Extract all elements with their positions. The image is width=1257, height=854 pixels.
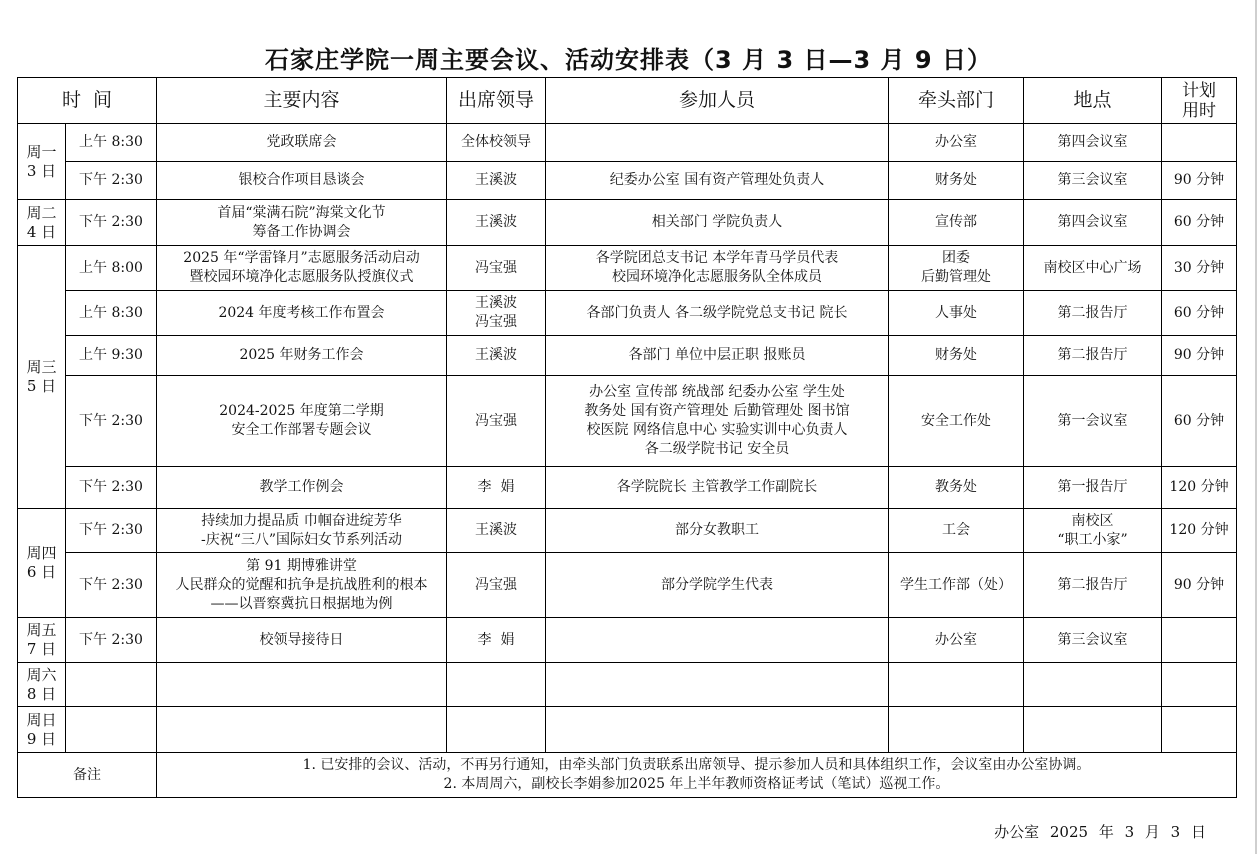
leader-cell: 王溪波: [447, 336, 546, 376]
notes-cell: [157, 753, 1237, 798]
dept-cell: 学生工作部（处）: [889, 553, 1024, 618]
place-cell: 第二报告厅: [1024, 336, 1162, 376]
table-row: [18, 663, 1237, 707]
day-monday: 周一 3 日: [18, 124, 66, 200]
page-title: 石家庄学院一周主要会议、活动安排表（3 月 3 日—3 月 9 日）: [265, 46, 992, 74]
content-cell: 2025 年“学雷锋月”志愿服务活动启动 暨校园环境净化志愿服务队授旗仪式: [157, 246, 447, 291]
content-cell: 首届“棠满石院”海棠文化节 筹备工作协调会: [157, 200, 447, 246]
participants-cell: 各部门 单位中层正职 报账员: [546, 336, 889, 376]
participants-cell: [546, 707, 889, 753]
table-row: [18, 618, 1237, 663]
duration-cell: [1162, 124, 1237, 162]
schedule-table: [17, 77, 1237, 798]
content-cell: 校领导接待日: [157, 618, 447, 663]
participants-cell: 各部门负责人 各二级学院党总支书记 院长: [546, 291, 889, 336]
table-row: [18, 200, 1237, 246]
dept-cell: 财务处: [889, 162, 1024, 200]
header-content: 主要内容: [157, 78, 447, 124]
participants-cell: 办公室 宣传部 统战部 纪委办公室 学生处 教务处 国有资产管理处 后勤管理处 图书馆 校医院 网络信息中心 实验实训中心负责人 各二级学院书记 安全员: [546, 376, 889, 467]
dept-cell: 宣传部: [889, 200, 1024, 246]
place-cell: 第一会议室: [1024, 376, 1162, 467]
dept-cell: [889, 663, 1024, 707]
duration-cell: 120 分钟: [1162, 467, 1237, 509]
leader-cell: 冯宝强: [447, 553, 546, 618]
place-cell: [1024, 707, 1162, 753]
leader-cell: 李 娟: [447, 467, 546, 509]
leader-cell: 冯宝强: [447, 376, 546, 467]
content-cell: 2024 年度考核工作布置会: [157, 291, 447, 336]
header-dept: 牵头部门: [889, 78, 1024, 124]
day-saturday: 周六 8 日: [18, 663, 66, 707]
table-row: [18, 162, 1237, 200]
participants-cell: 各学院团总支书记 本学年青马学员代表 校园环境净化志愿服务队全体成员: [546, 246, 889, 291]
time-cell: 下午 2:30: [66, 162, 157, 200]
time-cell: 上午 8:30: [66, 124, 157, 162]
place-cell: 南校区中心广场: [1024, 246, 1162, 291]
duration-cell: [1162, 618, 1237, 663]
time-cell: [66, 663, 157, 707]
table-row: [18, 467, 1237, 509]
content-cell: 第 91 期博雅讲堂 人民群众的觉醒和抗争是抗战胜利的根本 ——以晋察冀抗日根据地为例: [157, 553, 447, 618]
day-tuesday: 周二 4 日: [18, 200, 66, 246]
duration-cell: [1162, 707, 1237, 753]
time-cell: 下午 2:30: [66, 467, 157, 509]
footer-date: 2025 年 3 月 3 日: [1049, 823, 1206, 841]
content-cell: 银校合作项目恳谈会: [157, 162, 447, 200]
time-cell: 上午 9:30: [66, 336, 157, 376]
place-cell: [1024, 663, 1162, 707]
duration-cell: [1162, 663, 1237, 707]
participants-cell: 部分学院学生代表: [546, 553, 889, 618]
participants-cell: 各学院院长 主管教学工作副院长: [546, 467, 889, 509]
participants-cell: [546, 663, 889, 707]
time-cell: 上午 8:30: [66, 291, 157, 336]
table-row: [18, 509, 1237, 553]
notes-label: 备注: [18, 753, 157, 798]
dept-cell: 安全工作处: [889, 376, 1024, 467]
time-cell: 下午 2:30: [66, 376, 157, 467]
dept-cell: 团委 后勤管理处: [889, 246, 1024, 291]
table-row: [18, 291, 1237, 336]
header-duration: 计划 用时: [1162, 78, 1237, 124]
time-cell: 下午 2:30: [66, 509, 157, 553]
content-cell: [157, 663, 447, 707]
place-cell: 南校区 “职工小家”: [1024, 509, 1162, 553]
place-cell: 第三会议室: [1024, 162, 1162, 200]
leader-cell: 王溪波: [447, 162, 546, 200]
day-sunday: 周日 9 日: [18, 707, 66, 753]
leader-cell: 王溪波: [447, 509, 546, 553]
place-cell: 第二报告厅: [1024, 291, 1162, 336]
content-cell: 2025 年财务工作会: [157, 336, 447, 376]
note-item: 1. 已安排的会议、活动，不再另行通知，由牵头部门负责联系出席领导、提示参加人员和具体组织工作，会议室由办公室协调。: [302, 757, 1091, 773]
table-row: [18, 124, 1237, 162]
table-row: [18, 336, 1237, 376]
content-cell: 党政联席会: [157, 124, 447, 162]
header-place: 地点: [1024, 78, 1162, 124]
table-row: [18, 246, 1237, 291]
leader-cell: [447, 707, 546, 753]
time-cell: 下午 2:30: [66, 200, 157, 246]
duration-cell: 90 分钟: [1162, 336, 1237, 376]
participants-cell: 部分女教职工: [546, 509, 889, 553]
place-cell: 第二报告厅: [1024, 553, 1162, 618]
header-time: 时 间: [18, 78, 157, 124]
dept-cell: [889, 707, 1024, 753]
duration-cell: 60 分钟: [1162, 291, 1237, 336]
leader-cell: [447, 663, 546, 707]
header-row: [18, 78, 1237, 124]
content-cell: [157, 707, 447, 753]
dept-cell: 办公室: [889, 124, 1024, 162]
duration-cell: 90 分钟: [1162, 162, 1237, 200]
day-friday: 周五 7 日: [18, 618, 66, 663]
leader-cell: 王溪波: [447, 200, 546, 246]
participants-cell: [546, 618, 889, 663]
header-leader: 出席领导: [447, 78, 546, 124]
participants-cell: 相关部门 学院负责人: [546, 200, 889, 246]
table-row: [18, 707, 1237, 753]
table-row: [18, 376, 1237, 467]
leader-cell: 王溪波 冯宝强: [447, 291, 546, 336]
content-cell: 2024-2025 年度第二学期 安全工作部署专题会议: [157, 376, 447, 467]
time-cell: 上午 8:00: [66, 246, 157, 291]
duration-cell: 120 分钟: [1162, 509, 1237, 553]
place-cell: 第四会议室: [1024, 124, 1162, 162]
content-cell: 教学工作例会: [157, 467, 447, 509]
place-cell: 第四会议室: [1024, 200, 1162, 246]
duration-cell: 90 分钟: [1162, 553, 1237, 618]
leader-cell: 李 娟: [447, 618, 546, 663]
day-thursday: 周四 6 日: [18, 509, 66, 618]
participants-cell: 纪委办公室 国有资产管理处负责人: [546, 162, 889, 200]
dept-cell: 教务处: [889, 467, 1024, 509]
time-cell: [66, 707, 157, 753]
content-cell: 持续加力提品质 巾帼奋进绽芳华 -庆祝“三八”国际妇女节系列活动: [157, 509, 447, 553]
dept-cell: 办公室: [889, 618, 1024, 663]
time-cell: 下午 2:30: [66, 618, 157, 663]
time-cell: 下午 2:30: [66, 553, 157, 618]
duration-cell: 60 分钟: [1162, 376, 1237, 467]
note-item: 2. 本周周六，副校长李娟参加2025 年上半年教师资格证考试（笔试）巡视工作。: [443, 776, 950, 792]
dept-cell: 工会: [889, 509, 1024, 553]
duration-cell: 60 分钟: [1162, 200, 1237, 246]
dept-cell: 财务处: [889, 336, 1024, 376]
table-row: [18, 553, 1237, 618]
place-cell: 第一报告厅: [1024, 467, 1162, 509]
header-participants: 参加人员: [546, 78, 889, 124]
footer-dept: 办公室: [994, 823, 1040, 841]
notes-row: [18, 753, 1237, 798]
leader-cell: 冯宝强: [447, 246, 546, 291]
footer: [994, 821, 1206, 842]
duration-cell: 30 分钟: [1162, 246, 1237, 291]
day-wednesday: 周三 5 日: [18, 246, 66, 509]
leader-cell: 全体校领导: [447, 124, 546, 162]
dept-cell: 人事处: [889, 291, 1024, 336]
place-cell: 第三会议室: [1024, 618, 1162, 663]
participants-cell: [546, 124, 889, 162]
